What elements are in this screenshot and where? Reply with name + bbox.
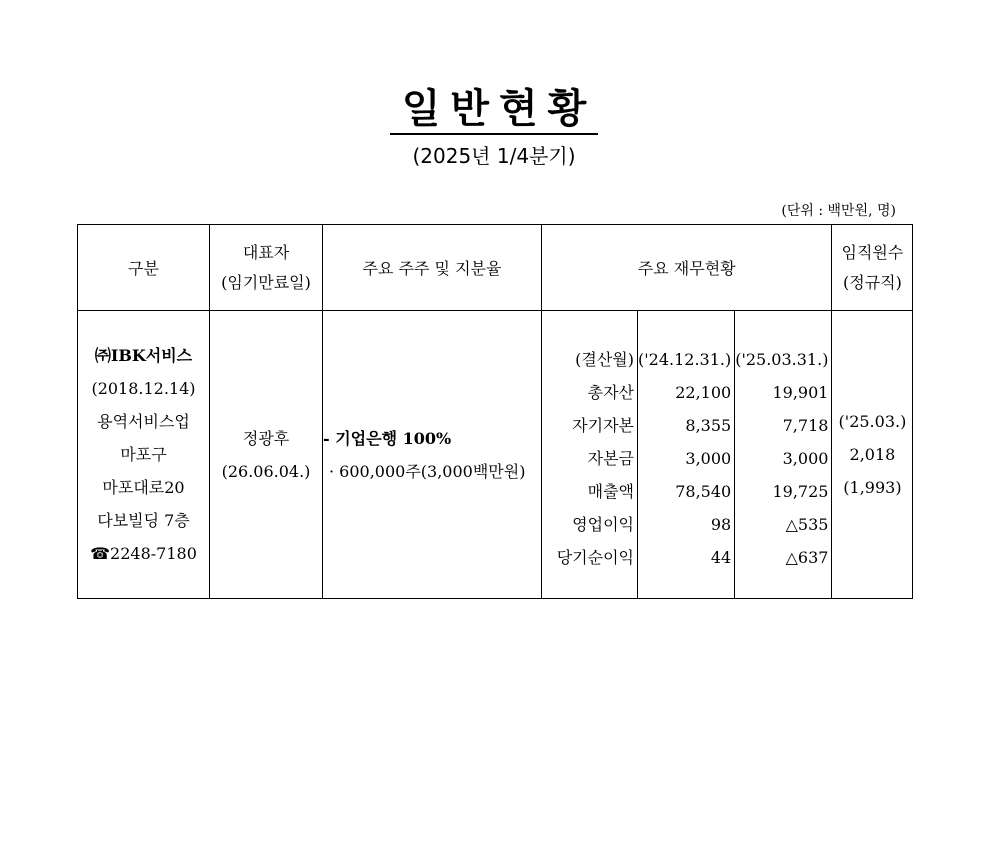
fin-value: ('25.03.31.) — [735, 350, 829, 369]
financial-col2-cell — [735, 311, 832, 599]
fin-value: 44 — [710, 548, 732, 567]
company-date: (2018.12.14) — [91, 379, 196, 398]
company-building: 다보빌딩 7층 — [97, 511, 190, 530]
page-title-text: 일반현황 — [390, 87, 599, 135]
company-district: 마포구 — [120, 445, 167, 464]
header-representative — [210, 225, 323, 311]
header-shareholders: 주요 주주 및 지분율 — [323, 225, 542, 311]
fin-label: 자기자본 — [572, 416, 634, 435]
fin-value: 8,355 — [685, 416, 732, 435]
employees-total: 2,018 — [849, 445, 896, 464]
fin-value: △535 — [785, 515, 829, 534]
overview-table — [77, 224, 913, 599]
representative-name: 정광후 — [242, 428, 290, 448]
company-row — [78, 311, 913, 599]
fin-value: 7,718 — [782, 416, 829, 435]
employees-cell — [832, 311, 913, 599]
shareholder-line2: · 600,000주(3,000백만원) — [329, 461, 526, 481]
header-emp-line2: (정규직) — [843, 272, 902, 292]
fin-value: 98 — [710, 515, 732, 534]
fin-label: 당기순이익 — [556, 548, 634, 567]
header-financials: 주요 재무현황 — [542, 225, 832, 311]
employees-date: ('25.03.) — [838, 412, 907, 431]
fin-label: 영업이익 — [572, 515, 634, 534]
company-street: 마포대로20 — [102, 478, 185, 497]
shareholder-line1: - 기업은행 100% — [323, 428, 452, 448]
header-rep-line1: 대표자 — [242, 242, 290, 262]
fin-label: 매출액 — [587, 482, 634, 501]
fin-value: 19,725 — [772, 482, 829, 501]
fin-label: 자본금 — [587, 449, 634, 468]
fin-value: 19,901 — [772, 383, 829, 402]
company-phone: ☎2248-7180 — [90, 544, 197, 563]
fin-value: 78,540 — [675, 482, 732, 501]
representative-cell — [210, 311, 323, 599]
company-business: 용역서비스업 — [97, 412, 190, 431]
period-subtitle: (2025년 1/4분기) — [412, 144, 576, 168]
shareholder-cell — [323, 311, 542, 599]
header-rep-line2: (임기만료일) — [221, 272, 311, 292]
fin-label: 총자산 — [587, 383, 634, 402]
employees-regular: (1,993) — [843, 478, 902, 497]
financial-col1-cell — [638, 311, 735, 599]
header-category: 구분 — [78, 225, 210, 311]
financial-labels-cell — [542, 311, 638, 599]
fin-value: ('24.12.31.) — [638, 350, 732, 369]
fin-value: 22,100 — [675, 383, 732, 402]
company-name: ㈜IBK서비스 — [94, 346, 193, 365]
company-cell — [78, 311, 210, 599]
page-title — [0, 86, 988, 135]
header-row — [78, 225, 913, 311]
header-emp-line1: 임직원수 — [841, 242, 904, 262]
representative-term: (26.06.04.) — [221, 461, 311, 481]
fin-value: 3,000 — [685, 449, 732, 468]
unit-note: (단위 : 백만원, 명) — [781, 203, 896, 219]
header-employees — [832, 225, 913, 311]
fin-label: (결산월) — [575, 350, 634, 369]
fin-value: △637 — [785, 548, 829, 567]
fin-value: 3,000 — [782, 449, 829, 468]
